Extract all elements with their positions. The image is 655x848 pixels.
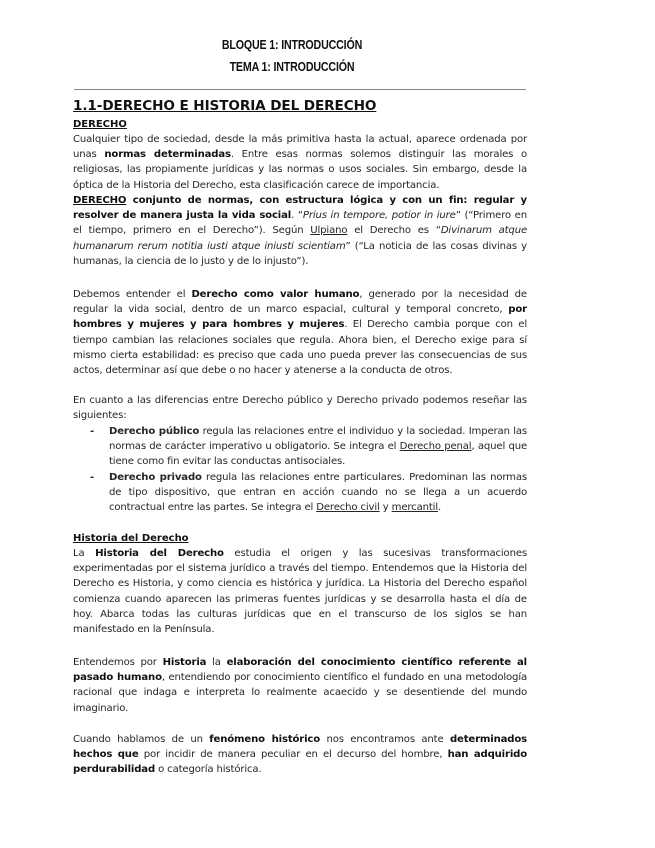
derecho-penal-link: Derecho penal: [399, 441, 472, 453]
bold-text: conjunto de normas, con estructura lógica y con un fin: regular y resolver de manera justa la vida social: [73, 195, 527, 222]
bold-text: han adquirido perdurabilidad: [73, 749, 527, 776]
text: o categoría histórica.: [155, 764, 262, 776]
text: Debemos entender el: [73, 289, 192, 300]
text: regula las relaciones entre el individuo y la sociedad. Imperan las normas de carácter imperativo u obligatorio. Se integra el: [109, 426, 528, 453]
text: estudia el origen y las sucesivas transformaciones experimentadas por el sistema jurídico a través del tiempo. Entendemos que la Historia del Derecho es Historia, y como ciencia es histórica y jurídica. La Historia del Derecho español comienza cuando aparecen las primeras fuentes jurídicas y se desarrolla hasta el día de hoy. Abarca todas las culturas jurídicas que en el transcurso de los siglos se han manifestado en la Península.: [73, 548, 527, 636]
text: . “: [291, 210, 303, 222]
term-derecho: DERECHO: [73, 195, 127, 206]
paragraph-derecho-definition: [73, 193, 527, 269]
text: Cualquier tipo de sociedad, desde la más primitiva hasta la actual, aparece ordenada por unas: [73, 134, 527, 161]
text: ” (“La noticia de las cosas divinas y humanas, la ciencia de lo justo y de lo injusto”).: [73, 240, 527, 267]
text: Cuando hablamos de un: [73, 734, 210, 745]
text: ” (“Primero en el tiempo, primero en el Derecho”). Según: [73, 210, 527, 237]
bullet-list: [73, 424, 527, 515]
text: Entendemos por: [73, 657, 163, 668]
text: . El Derecho cambia porque con el tiempo cambian las relaciones sociales que regula. Ahora bien, el Derecho exige para sí mismo cierta estabilidad: es preciso que cada uno pueda prever las consecuencias de sus actos, determinar así que debe o no hacer y atenerse a la conducta de otros.: [73, 319, 528, 377]
bold-text: por hombres y mujeres y para hombres y mujeres: [73, 304, 527, 331]
paragraph-derecho-intro: [73, 132, 527, 193]
text: . Entre esas normas solemos distinguir las morales o religiosas, las propiamente jurídicas y las normas o usos sociales. Sin embargo, desde la óptica de la Historia del Derecho, esta clasificación carece de importancia.: [73, 149, 528, 191]
section-title: 1.1-DERECHO E HISTORIA DEL DERECHO: [73, 98, 377, 114]
text: La: [73, 548, 96, 559]
text: .: [437, 502, 442, 514]
subheading-derecho: DERECHO: [73, 119, 127, 130]
bullet-marker: -: [90, 471, 95, 483]
paragraph-publico-privado: En cuanto a las diferencias entre Derecho público y Derecho privado podemos reseñar las siguientes:: [73, 395, 527, 422]
text: la: [206, 657, 227, 668]
bold-text: normas determinadas: [104, 149, 231, 161]
derecho-civil-link: Derecho civil: [316, 502, 380, 514]
text: nos encontramos ante: [320, 734, 450, 745]
paragraph-historia-del-derecho: [73, 546, 527, 637]
paragraph-fenomeno-historico: [73, 732, 527, 778]
latin-quote: Divinarum atque humanarum rerum notitia iusti atque iniusti scientiam: [73, 225, 528, 252]
bold-text: elaboración del conocimiento científico referente al pasado humano: [73, 657, 527, 684]
topic-title: TEMA 1: INTRODUCCIÓN: [229, 59, 355, 74]
header-divider: [74, 89, 526, 90]
list-item: [73, 424, 527, 470]
text: , aquel que tiene como fin evitar las conductas antisociales.: [109, 441, 528, 468]
bold-text: Historia: [162, 657, 207, 668]
bullet-marker: -: [90, 426, 95, 437]
bold-text: fenómeno histórico: [209, 734, 321, 745]
latin-quote: Prius in tempore, potior in iure: [302, 210, 456, 222]
bold-text: Historia del Derecho: [95, 548, 224, 559]
list-item: [73, 470, 527, 516]
subheading-historia: Historia del Derecho: [73, 533, 189, 544]
text: y: [379, 502, 392, 514]
block-title: BLOQUE 1: INTRODUCCIÓN: [221, 37, 363, 52]
bold-text: determinados hechos que: [73, 734, 527, 761]
text: , generado por la necesidad de regular la vida social, dentro de un marco espacial, cultural y temporal concreto,: [73, 289, 527, 316]
mercantil-link: mercantil: [391, 502, 438, 514]
bold-text: Derecho público: [109, 426, 200, 437]
paragraph-derecho-valor-humano: [73, 287, 527, 378]
paragraph-historia-definition: [73, 655, 527, 716]
text: el Derecho es “: [347, 225, 441, 237]
bold-text: Derecho como valor humano: [191, 289, 360, 300]
text: , entendiendo por conocimiento científico el fundado en una metodología racional que indaga e interpreta lo realmente acaecido y se desentiende del mundo imaginario.: [73, 672, 528, 714]
ulpiano-link: Ulpiano: [310, 225, 348, 237]
bold-text: Derecho privado: [109, 471, 202, 483]
text: regula las relaciones entre particulares. Predominan las normas de tipo dispositivo, que entran en acción cuando no se llega a un acuerdo contractual entre las partes. Se integra el: [109, 471, 527, 514]
text: por incidir de manera peculiar en el decurso del hombre,: [138, 749, 448, 761]
